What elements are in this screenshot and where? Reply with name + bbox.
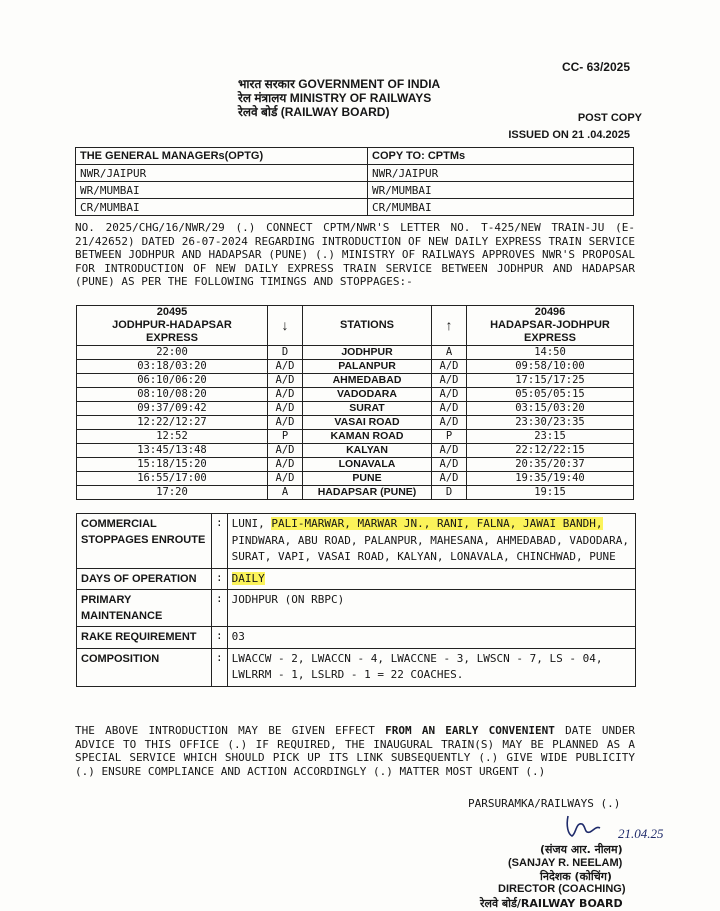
down-flag: A/D [268,416,303,430]
colon: : [212,568,228,590]
up-time: 19:35/19:40 [467,472,634,486]
table-row [77,360,634,374]
header-ministry: रेल मंत्रालय MINISTRY OF RAILWAYS [238,91,432,105]
stoppages-row [77,514,636,569]
down-flag: A/D [268,402,303,416]
stoppages-label: COMMERCIAL STOPPAGES ENROUTE [77,514,212,569]
days-label: DAYS OF OPERATION [77,568,212,590]
up-time: 14:50 [467,346,634,360]
general-managers-header: THE GENERAL MANAGERs(OPTG) [76,148,368,165]
down-time: 12:52 [77,430,268,444]
colon: : [212,590,228,627]
down-time: 09:37/09:42 [77,402,268,416]
table-row [76,182,634,199]
composition-value: LWACCW - 2, LWACCN - 4, LWACCNE - 3, LWSCN - 7, LS - 04, LWLRRM - 1, LSLRD - 1 = 22 COACHES. [227,648,635,686]
rake-value: 03 [227,627,635,649]
days-value [227,568,635,590]
up-flag: D [432,486,467,500]
down-time: 15:18/15:20 [77,458,268,472]
up-arrow-icon: ↑ [432,306,467,346]
up-train-name: HADAPSAR-JODHPUR EXPRESS [490,319,610,344]
handwritten-date: 21.04.25 [618,826,664,841]
up-time: 23:15 [467,430,634,444]
addressee-cell: CR/MUMBAI [76,199,368,216]
closing-bold-text: FROM AN EARLY CONVENIENT [385,724,555,737]
closing-paragraph [75,724,635,778]
up-flag: A/D [432,402,467,416]
down-flag: D [268,346,303,360]
up-train-number: 20496 [534,306,566,318]
down-flag: A/D [268,458,303,472]
down-time: 08:10/08:20 [77,388,268,402]
station-name: AHMEDABAD [303,374,432,388]
copy-cell: CR/MUMBAI [368,199,634,216]
header-government: भारत सरकार GOVERNMENT OF INDIA [238,77,441,91]
closing-text: THE ABOVE INTRODUCTION MAY BE GIVEN EFFECT [75,724,386,737]
down-flag: A [268,486,303,500]
station-name: JODHPUR [303,346,432,360]
station-name: KALYAN [303,444,432,458]
table-row [76,165,634,182]
down-flag: A/D [268,360,303,374]
table-row [77,472,634,486]
up-flag: A/D [432,458,467,472]
closing-text-rest: DATE UNDER ADVICE TO THIS OFFICE (.) IF REQUIRED, THE INAUGURAL TRAIN(S) MAY BE PLANNED AS A SPECIAL SERVICE WHICH SHOULD PICK UP ITS LINK SUBSEQUENTLY (.) GIVE WIDE PUBLICITY (.) ENSURE COMPLIANCE AND ACTION ACCORDINGLY (.) MATTER MOST URGENT (.) [75,724,635,778]
up-flag: A/D [432,472,467,486]
addressee-cell: NWR/JAIPUR [76,165,368,182]
down-train-name: JODHPUR-HADAPSAR EXPRESS [112,319,232,344]
copy-cell: WR/MUMBAI [368,182,634,199]
post-copy-label: POST COPY [577,112,642,124]
down-flag: A/D [268,374,303,388]
stations-header: STATIONS [303,306,432,346]
addressee-table [75,147,634,216]
table-row [77,416,634,430]
down-flag: A/D [268,444,303,458]
colon: : [212,514,228,569]
up-time: 20:35/20:37 [467,458,634,472]
up-train-header [467,306,634,346]
details-table [76,513,636,687]
up-flag: A/D [432,416,467,430]
days-highlighted: DAILY [231,571,265,585]
up-time: 03:15/03:20 [467,402,634,416]
station-name: VADODARA [303,388,432,402]
down-flag: A/D [268,388,303,402]
down-time: 12:22/12:27 [77,416,268,430]
table-row [77,458,634,472]
signatory-name-hindi: (संजय आर. नीलम) [540,843,623,856]
station-name: PALANPUR [303,360,432,374]
addressee-cell: WR/MUMBAI [76,182,368,199]
station-name: KAMAN ROAD [303,430,432,444]
timetable [76,305,634,500]
down-time: 03:18/03:20 [77,360,268,374]
up-time: 22:12/22:15 [467,444,634,458]
station-name: LONAVALA [303,458,432,472]
up-flag: A [432,346,467,360]
table-row [77,374,634,388]
signatory-name: (SANJAY R. NEELAM) [508,857,623,869]
table-row [77,388,634,402]
stoppages-text-rest: PINDWARA, ABU ROAD, PALANPUR, MAHESANA, AHMEDABAD, VADODARA, SURAT, VAPI, VASAI ROAD, KALYAN, LONAVALA, CHINCHWAD, PUNE [231,533,629,563]
station-name: SURAT [303,402,432,416]
composition-label: COMPOSITION [77,648,212,686]
up-flag: P [432,430,467,444]
stoppages-text: LUNI, [231,517,272,530]
table-row [77,486,634,500]
rake-row [77,627,636,649]
reference-number: CC- 63/2025 [561,60,630,74]
composition-row [77,648,636,686]
station-name: PUNE [303,472,432,486]
table-row [77,430,634,444]
rake-label: RAKE REQUIREMENT [77,627,212,649]
station-name: HADAPSAR (PUNE) [303,486,432,500]
up-flag: A/D [432,360,467,374]
stoppages-value [227,514,635,569]
stoppages-highlighted: PALI-MARWAR, MARWAR JN., RANI, FALNA, JAWAI BANDH, [271,517,603,530]
down-arrow-icon: ↓ [268,306,303,346]
colon: : [212,648,228,686]
down-time: 13:45/13:48 [77,444,268,458]
copy-to-header: COPY TO: CPTMs [368,148,634,165]
down-train-header [77,306,268,346]
sender-line: PARSURAMKA/RAILWAYS (.) [468,797,621,810]
up-flag: A/D [432,444,467,458]
signatory-title: DIRECTOR (COACHING) [498,883,626,895]
up-flag: A/D [432,388,467,402]
up-time: 17:15/17:25 [467,374,634,388]
header-railway-board: रेलवे बोर्ड (RAILWAY BOARD) [238,105,390,119]
station-name: VASAI ROAD [303,416,432,430]
table-row [76,199,634,216]
up-time: 05:05/05:15 [467,388,634,402]
down-flag: P [268,430,303,444]
issued-date: ISSUED ON 21 .04.2025 [508,129,630,141]
up-time: 23:30/23:35 [467,416,634,430]
down-time: 16:55/17:00 [77,472,268,486]
up-time: 19:15 [467,486,634,500]
down-time: 22:00 [77,346,268,360]
copy-cell: NWR/JAIPUR [368,165,634,182]
signatory-office: रेलवे बोर्ड/RAILWAY BOARD [480,897,623,910]
colon: : [212,627,228,649]
maintenance-value: JODHPUR (ON RBPC) [227,590,635,627]
table-row [77,444,634,458]
signatory-title-hindi: निदेशक (कोचिंग) [540,870,612,883]
down-time: 06:10/06:20 [77,374,268,388]
down-train-number: 20495 [156,306,188,318]
up-flag: A/D [432,374,467,388]
up-time: 09:58/10:00 [467,360,634,374]
days-row [77,568,636,590]
table-row [77,346,634,360]
maintenance-label: PRIMARY MAINTENANCE [77,590,212,627]
down-time: 17:20 [77,486,268,500]
introduction-paragraph: NO. 2025/CHG/16/NWR/29 (.) CONNECT CPTM/NWR'S LETTER NO. T-425/NEW TRAIN-JU (E-21/42652) DATED 26-07-2024 REGARDING INTRODUCTION OF NEW DAILY EXPRESS TRAIN SERVICE BETWEEN JODHPUR AND HADAPSAR (PUNE) (.) MINISTRY OF RAILWAYS APPROVES NWR'S PROPOSAL FOR INTRODUCTION OF NEW DAILY EXPRESS TRAIN SERVICE BETWEEN JODHPUR AND HADAPSAR (PUNE) AS PER THE FOLLOWING TIMINGS AND STOPPAGES:- [75,221,635,289]
table-row [77,402,634,416]
maintenance-row [77,590,636,627]
down-flag: A/D [268,472,303,486]
